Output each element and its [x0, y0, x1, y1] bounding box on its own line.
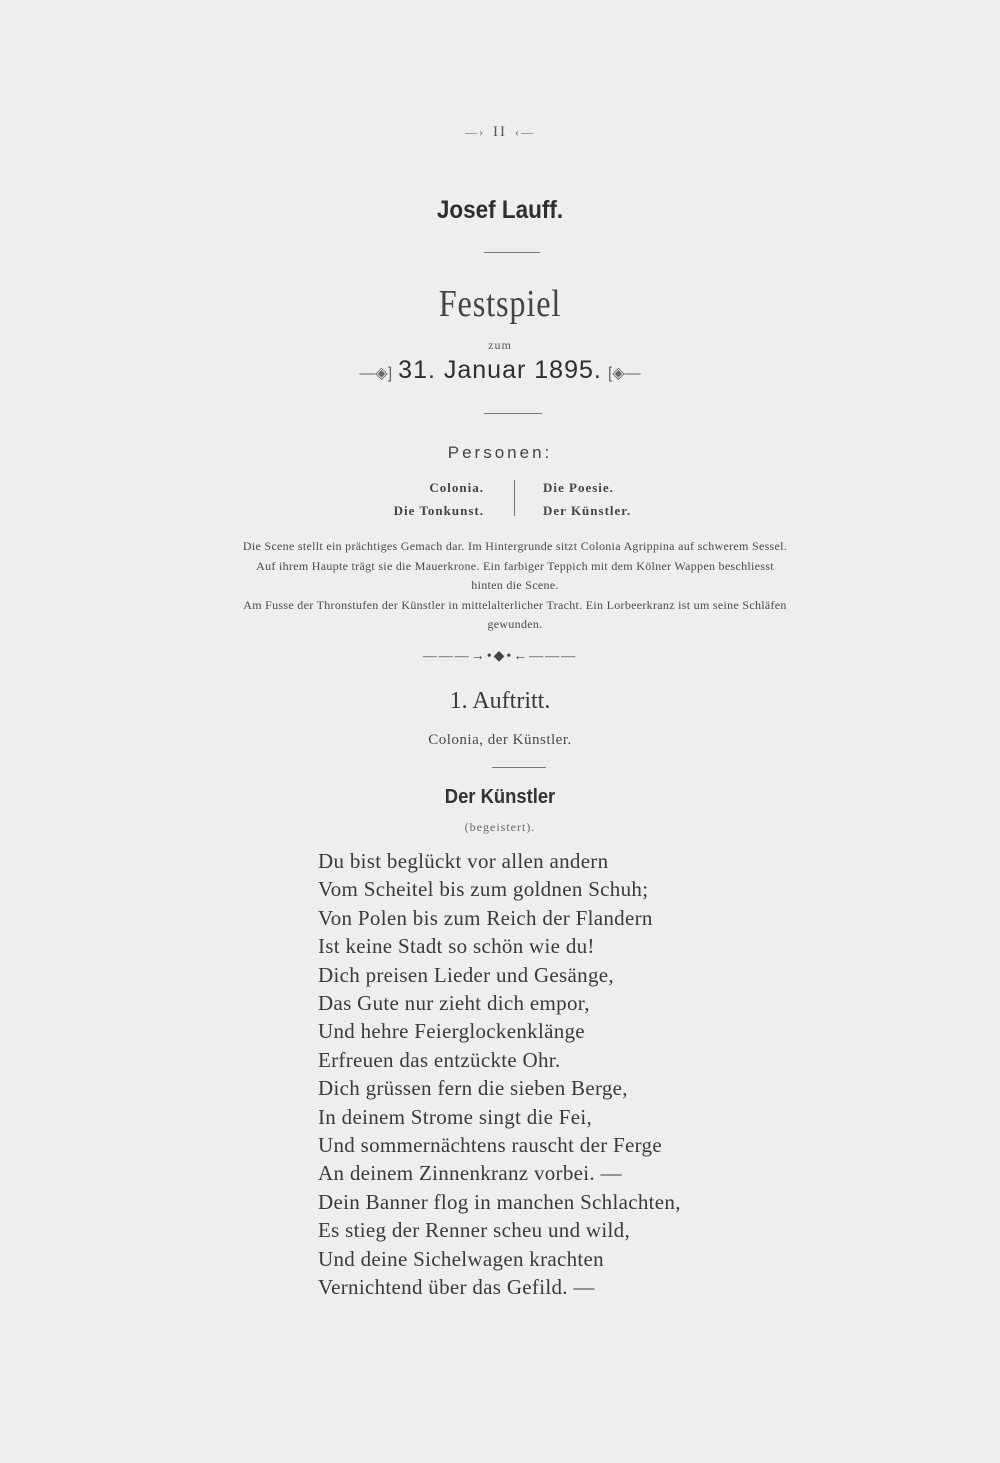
verse-line: Ist keine Stadt so schön wie du! — [318, 934, 595, 959]
arrow-left-ornament: ‹— — [515, 125, 535, 139]
verse-line: An deinem Zinnenkranz vorbei. — — [318, 1161, 622, 1186]
cast-member: Die Poesie. — [543, 480, 614, 495]
divider-ornament-icon: ———→•◆•←——— — [422, 649, 578, 664]
verse-line: Dich grüssen fern die sieben Berge, — [318, 1076, 628, 1101]
event-date-text: 31. Januar 1895. — [398, 356, 602, 384]
verse-line: Vom Scheitel bis zum goldnen Schuh; — [318, 877, 649, 902]
verse-line: Es stieg der Renner scheu und wild, — [318, 1218, 631, 1243]
divider-rule — [484, 252, 540, 253]
stage-direction-line: hinten die Scene. — [471, 578, 559, 592]
speaker-name: Der Künstler — [444, 786, 556, 808]
stage-direction-line: Am Fusse der Thronstufen der Künstler in mittelalterlicher Tracht. Ein Lorbeerkranz ist um seine Schläfen — [243, 597, 787, 612]
cast-member: Der Künstler. — [543, 503, 632, 518]
arrow-right-ornament: —› — [465, 125, 485, 139]
cast-list-right — [543, 476, 631, 522]
page-number-text: II — [493, 124, 507, 140]
scene-persons: Colonia, der Künstler. — [428, 732, 572, 748]
verse-line: Von Polen bis zum Reich der Flandern — [318, 905, 653, 930]
verse-line: Vernichtend über das Gefild. — — [318, 1275, 595, 1300]
cast-heading: Personen: — [447, 443, 553, 462]
page-number — [0, 124, 1000, 141]
verse-line: Und hehre Feierglockenklänge — [318, 1019, 585, 1044]
divider-rule — [492, 767, 546, 768]
verse-line: Dein Banner flog in manchen Schlachten, — [318, 1189, 681, 1214]
cast-member: Die Tonkunst. — [393, 503, 484, 518]
verse-line: Erfreuen das entzückte Ohr. — [318, 1047, 561, 1072]
verse-line: In deinem Strome singt die Fei, — [318, 1104, 593, 1129]
ornament-right-icon: [◈— — [607, 365, 641, 382]
verse-line: Und sommernächtens rauscht der Ferge — [318, 1133, 662, 1158]
stage-direction-line: Die Scene stellt ein prächtiges Gemach dar. Im Hintergrunde sitzt Colonia Agrippina auf schwerem Sessel. — [242, 539, 788, 553]
cast-member: Colonia. — [429, 480, 484, 495]
cast-list-left — [394, 476, 484, 522]
verse-line: Dich preisen Lieder und Gesänge, — [318, 962, 614, 987]
event-date — [0, 356, 1000, 385]
verse-block — [318, 847, 681, 1302]
page-title: Festspiel — [438, 283, 562, 325]
ornament-left-icon: —◈] — [359, 365, 393, 382]
subtitle-zum: zum — [488, 338, 512, 352]
scene-heading: 1. Auftritt. — [449, 688, 551, 714]
stage-direction-line: gewunden. — [487, 617, 543, 631]
verse-line: Das Gute nur zieht dich empor, — [318, 991, 590, 1016]
verse-line: Und deine Sichelwagen krachten — [318, 1246, 604, 1271]
speaker-direction: (begeistert). — [464, 820, 536, 834]
verse-line: Du bist beglückt vor allen andern — [318, 849, 609, 873]
stage-direction — [140, 537, 890, 635]
stage-direction-line: Auf ihrem Haupte trägt sie die Mauerkrone. Ein farbiger Teppich mit dem Kölner Wappen beschliesst — [256, 558, 774, 573]
author-name: Josef Lauff. — [436, 196, 564, 224]
cast-divider — [514, 480, 515, 516]
divider-rule — [484, 413, 542, 414]
